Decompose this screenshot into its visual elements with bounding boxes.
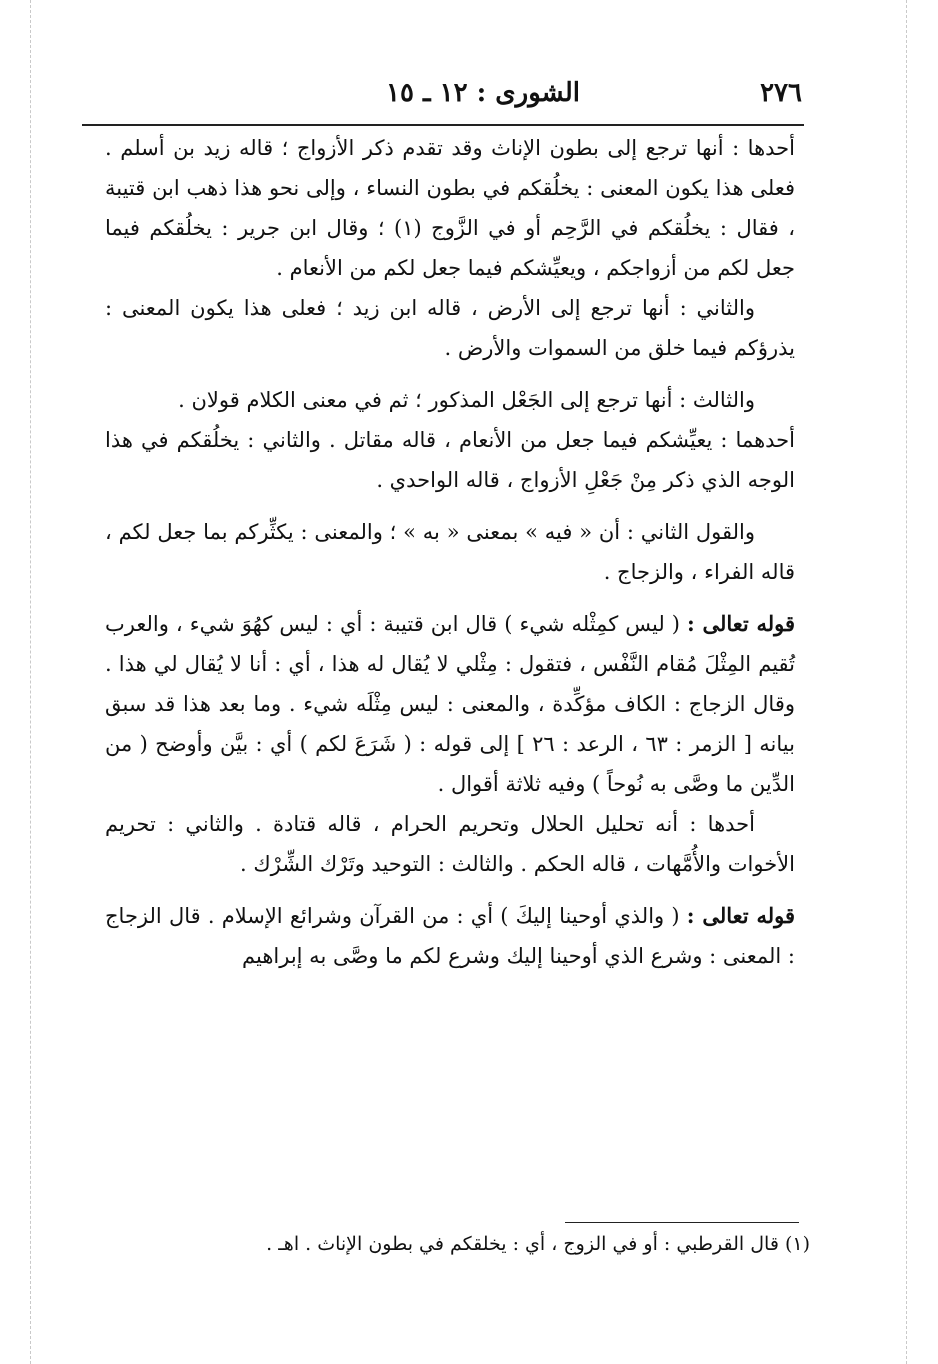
verse-lead: قوله تعالى : bbox=[686, 903, 795, 928]
paragraph bbox=[105, 604, 795, 804]
paragraph-text: ( والذي أوحينا إليكَ ) أي : من القرآن وشرائع الإسلام . قال الزجاج : المعنى : وشرع الذي أوحينا إليك وشرع لكم ما وصَّى به إبراهيم bbox=[105, 904, 795, 968]
running-title: الشورى : ١٢ ـ ١٥ bbox=[386, 78, 580, 108]
paragraph: أحدهما : يعيِّشكم فيما جعل من الأنعام ، قاله مقاتل . والثاني : يخلُقكم في هذا الوجه الذي ذكر مِنْ جَعْلِ الأزواج ، قاله الواحدي . bbox=[105, 428, 795, 492]
page-number: ٢٧٦ bbox=[760, 78, 802, 108]
footnote: (١) قال القرطبي : أو في الزوج ، أي : يخلقكم في بطون الإناث . اهـ . bbox=[266, 1233, 810, 1255]
paragraph: والثالث : أنها ترجع إلى الجَعْل المذكور ؛ ثم في معنى الكلام قولان . bbox=[178, 388, 755, 412]
verse-lead: قوله تعالى : bbox=[687, 611, 795, 636]
paragraph bbox=[105, 896, 795, 976]
paragraph: أحدها : أنها ترجع إلى بطون الإناث وقد تقدم ذكر الأزواج ؛ قاله زيد بن أسلم . فعلى هذا يكون المعنى : يخلُقكم في بطون النساء ، وإلى نحو هذا ذهب ابن قتيبة ، فقال : يخلُقكم في الرَّحِم أو في الزَّوج (١) ؛ وقال ابن جرير : يخلُقكم فيما جعل لكم من أزواجكم ، ويعيِّشكم فيما جعل لكم من الأنعام . bbox=[105, 136, 796, 280]
paragraph-text: ( ليس كمِثْله شيء ) قال ابن قتيبة : أي : ليس كهُوَ شيء ، والعرب تُقيم المِثْلَ مُقام النَّفْس ، فتقول : مِثْلي لا يُقال له هذا ، أي : أنا لا يُقال لي هذا . وقال الزجاج : الكاف مؤكِّدة ، والمعنى : ليس مِثْلَه شيء . وما بعد هذا قد سبق بيانه [ الزمر : ٦٣ ، الرعد : ٢٦ ] إلى قوله : ( شَرَعَ لكم ) أي : بيَّن وأوضح ( من الدِّين ما وصَّى به نُوحاً ) وفيه ثلاثة أقوال . bbox=[105, 612, 795, 796]
body-text bbox=[105, 128, 795, 976]
paragraph: والثاني : أنها ترجع إلى الأرض ، قاله ابن زيد ؛ فعلى هذا يكون المعنى : يذرؤكم فيما خلق من السموات والأرض . bbox=[105, 296, 795, 360]
margin-guide-left bbox=[30, 0, 31, 1364]
footnote-rule bbox=[565, 1222, 799, 1223]
paragraph: أحدها : أنه تحليل الحلال وتحريم الحرام ، قاله قتادة . والثاني : تحريم الأخوات والأُمَّهات ، قاله الحكم . والثالث : التوحيد وتَرْك الشِّرْك . bbox=[105, 812, 795, 876]
margin-guide-right bbox=[906, 0, 907, 1364]
paragraph: والقول الثاني : أن « فيه » بمعنى « به » ؛ والمعنى : يكثِّركم بما جعل لكم ، قاله الفراء ، والزجاج . bbox=[105, 520, 795, 584]
header-rule bbox=[82, 124, 804, 126]
page-header bbox=[82, 60, 802, 110]
